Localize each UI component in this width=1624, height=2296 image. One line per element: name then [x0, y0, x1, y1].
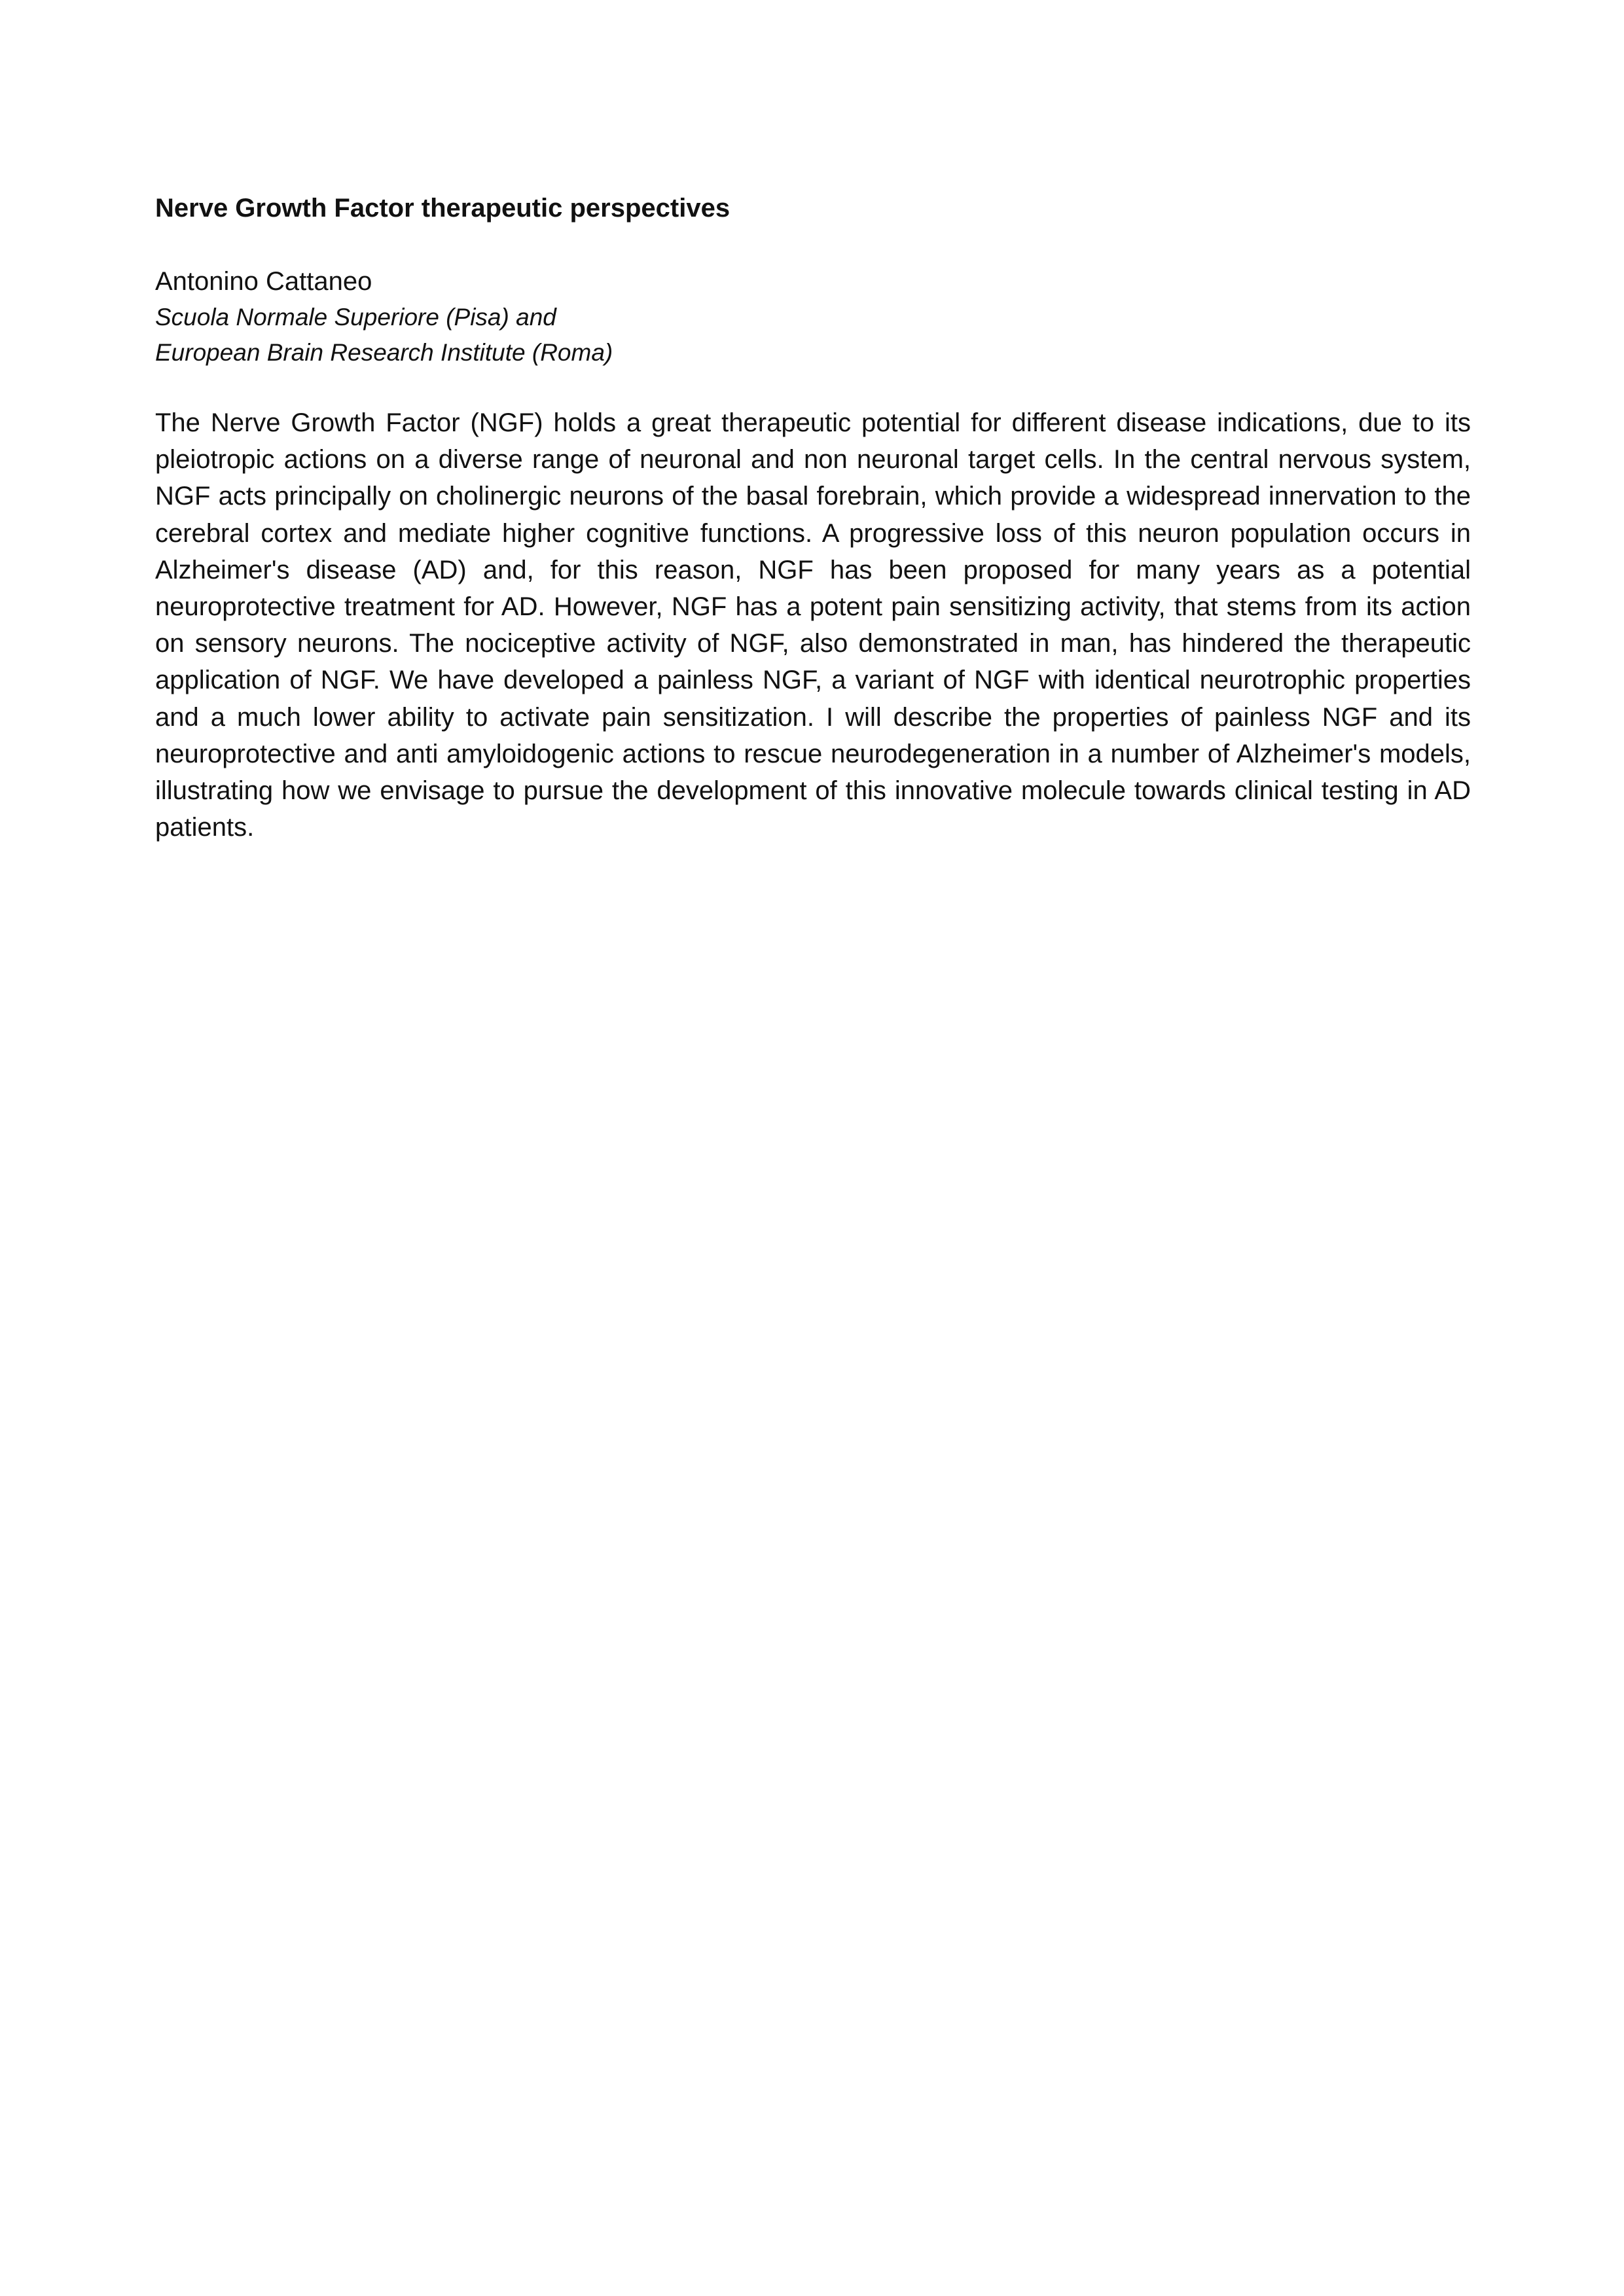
document-title: Nerve Growth Factor therapeutic perspectives [155, 194, 731, 223]
affiliation-line-1: Scuola Normale Superiore (Pisa) and [155, 304, 556, 331]
abstract-content [155, 190, 1471, 846]
author-name: Antonino Cattaneo [155, 267, 372, 296]
affiliation-line-2: European Brain Research Institute (Roma) [155, 339, 613, 366]
abstract-body: The Nerve Growth Factor (NGF) holds a great therapeutic potential for different disease indications, due to its pleiotropic actions on a diverse range of neuronal and non neuronal target cells. In the central nervous system, NGF acts principally on cholinergic neurons of the basal forebrain, which provide a widespread innervation to the cerebral cortex and mediate higher cognitive functions. A progressive loss of this neuron population occurs in Alzheimer's disease (AD) and, for this reason, NGF has been proposed for many years as a potential neuroprotective treatment for AD. However, NGF has a potent pain sensitizing activity, that stems from its action on sensory neurons. The nociceptive activity of NGF, also demonstrated in man, has hindered the therapeutic application of NGF. We have developed a painless NGF, a variant of NGF with identical neurotrophic properties and a much lower ability to activate pain sensitization. I will describe the properties of painless NGF and its neuroprotective and anti amyloidogenic actions to rescue neurodegeneration in a number of Alzheimer's models, illustrating how we envisage to pursue the development of this innovative molecule towards clinical testing in AD patients. [155, 408, 1471, 842]
